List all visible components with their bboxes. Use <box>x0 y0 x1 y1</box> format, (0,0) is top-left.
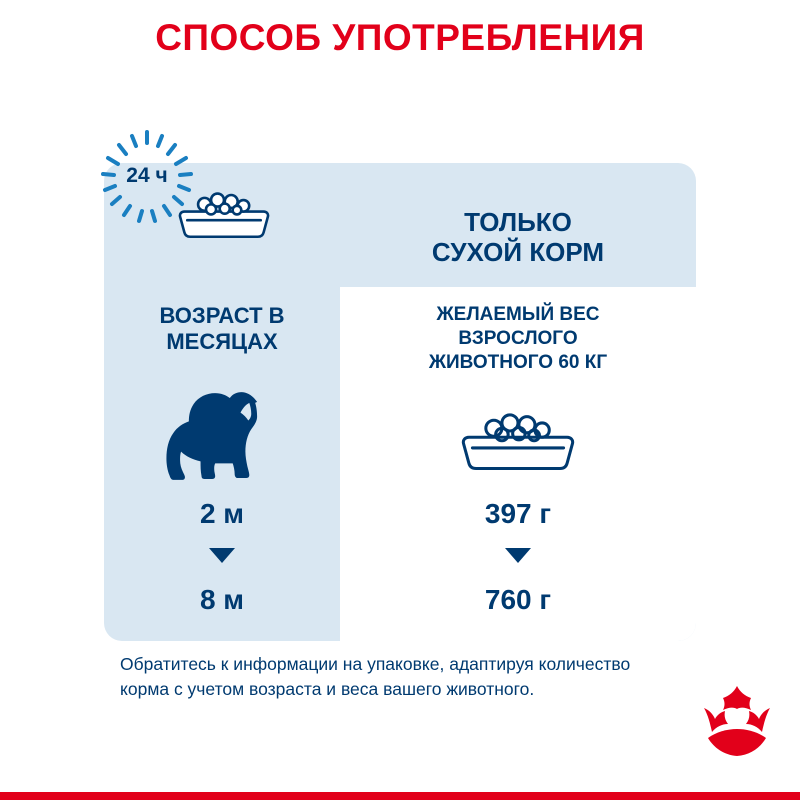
footnote-text: Обратитесь к информации на упаковке, адаптируя количество корма с учетом возраста и веса вашего животного. <box>120 654 631 700</box>
food-bowl-icon-badge <box>170 182 278 244</box>
age-value-from: 2 м <box>199 498 245 529</box>
age-column-header <box>104 303 340 356</box>
age-header-line1: ВОЗРАСТ В <box>159 303 285 328</box>
weight-header-line3: ЖИВОТНОГО 60 КГ <box>428 351 608 373</box>
bottom-red-bar <box>0 792 800 800</box>
amount-value-from: 397 г <box>484 498 552 529</box>
dry-food-header-line2: СУХОЙ КОРМ <box>431 237 605 267</box>
puppy-silhouette-icon <box>144 388 300 488</box>
dry-food-header <box>340 189 696 287</box>
age-value-to: 8 м <box>199 584 245 615</box>
badge-label: 24 ч <box>126 164 168 187</box>
royal-canin-crown-logo <box>696 684 778 758</box>
weight-header-line2: ВЗРОСЛОГО <box>458 327 578 349</box>
age-header-line2: МЕСЯЦАХ <box>166 329 278 355</box>
page-title: СПОСОБ УПОТРЕБЛЕНИЯ <box>155 17 645 58</box>
amount-value-to: 760 г <box>484 584 552 615</box>
target-weight-header <box>340 303 696 374</box>
arrow-down-icon-age <box>209 548 235 563</box>
food-bowl-icon <box>340 401 696 477</box>
weight-header-line1: ЖЕЛАЕМЫЙ ВЕС <box>436 304 600 325</box>
arrow-down-icon-amount <box>505 548 531 563</box>
dry-food-header-line1: ТОЛЬКО <box>464 207 572 238</box>
